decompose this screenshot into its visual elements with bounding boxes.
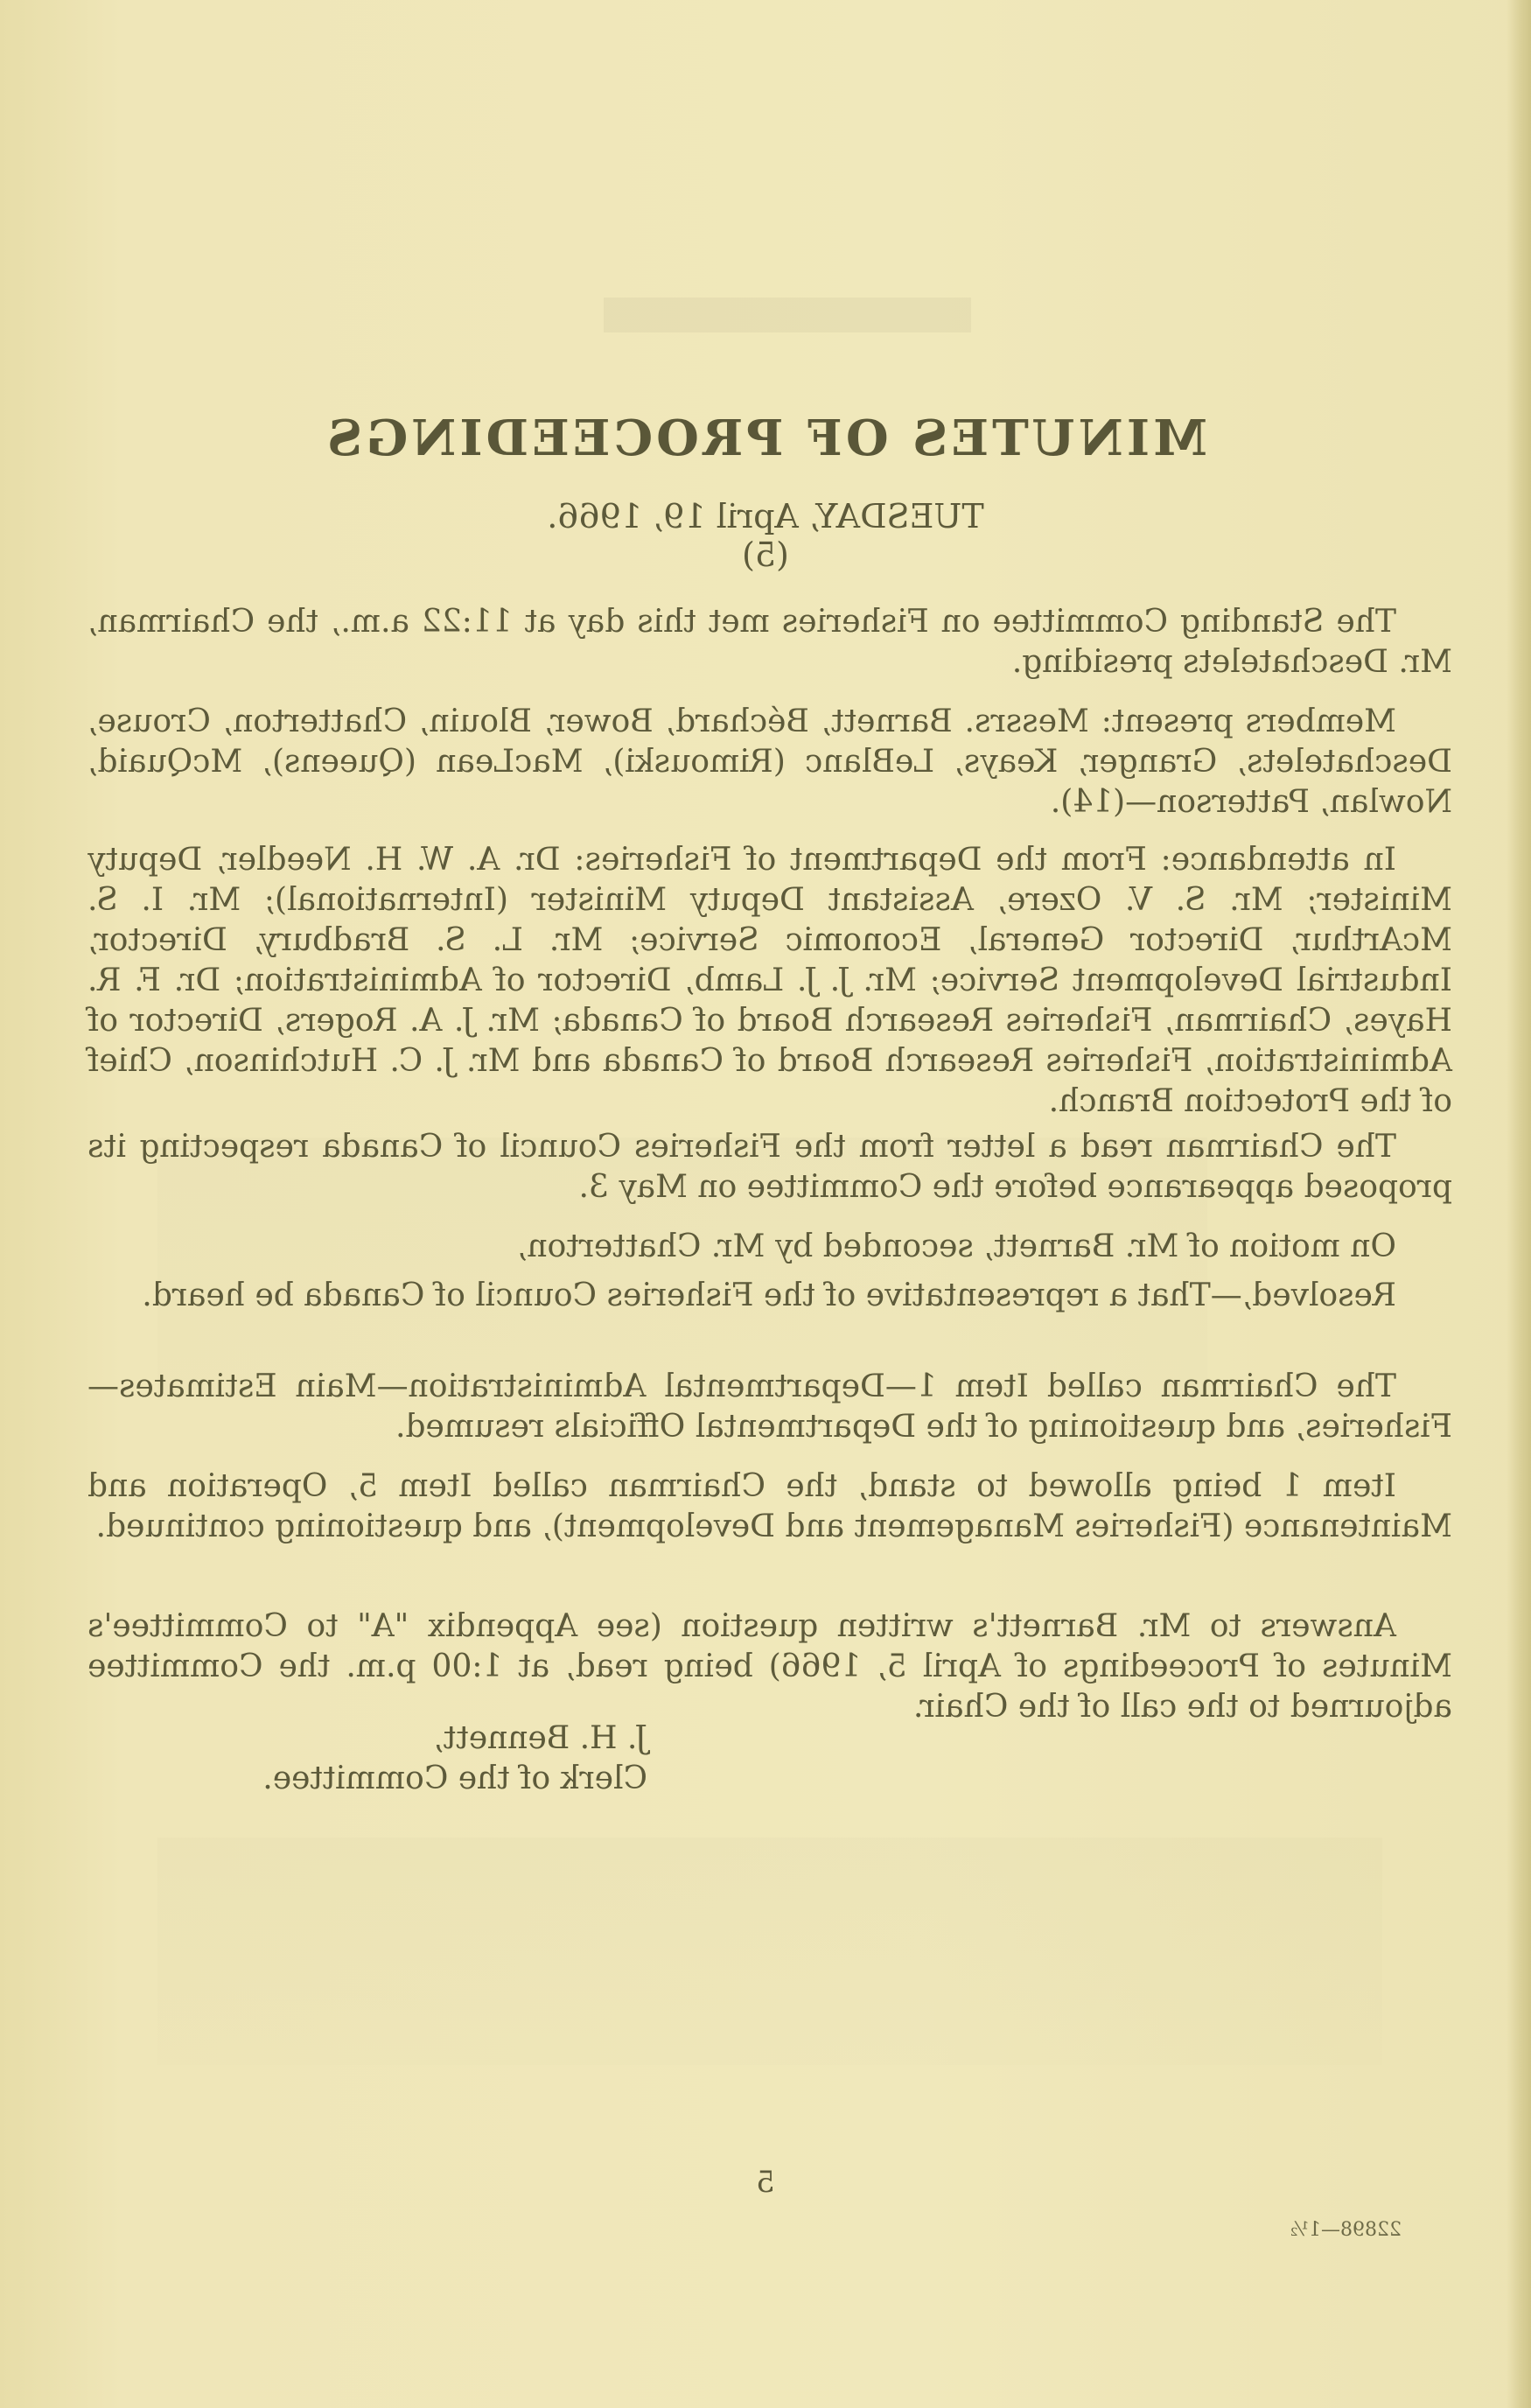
paragraph-adjourn xyxy=(87,1606,1452,1727)
paragraph-text: The Chairman read a letter from the Fisheries Council of Canada respecting its proposed appearance before the Committee on May 3. xyxy=(87,1129,1452,1205)
paragraph-motion xyxy=(87,1227,1452,1267)
paragraph-letter xyxy=(87,1127,1452,1208)
paragraph-text: On motion of Mr. Barnett, seconded by Mr. Chatterton, xyxy=(517,1228,1396,1264)
paragraph-resolved xyxy=(87,1276,1452,1316)
paragraph-members xyxy=(87,702,1452,822)
paragraph-text: The Standing Committee on Fisheries met this day at 11:22 a.m., the Chairman, Mr. Deschatelets presiding. xyxy=(87,604,1452,680)
paragraph-attendance xyxy=(87,840,1452,1122)
paragraph-item-1 xyxy=(87,1367,1452,1447)
page-title: MINUTES OF PROCEEDINGS xyxy=(323,410,1208,467)
paragraph-text: Resolved,—That a representative of the Fisheries Council of Canada be heard. xyxy=(142,1278,1396,1313)
signature-title: Clerk of the Committee. xyxy=(262,1760,647,1796)
paragraph-text: Members present: Messrs. Barnett, Béchard, Bower, Blouin, Chatterton, Crouse, Deschatelets, Granger, Keays, LeBlanc (Rimouski), MacLean (Queens), McQuaid, Nowlan, Patterson—(14). xyxy=(87,704,1452,820)
page-number: 5 xyxy=(756,2165,775,2200)
paragraph-text: Answers to Mr. Barnett's written question (see Appendix "A" to Committee's Minutes of Proceedings of April 5, 1966) being read, at 1:00 p.m. the Committee adjourned to the call of the Chair. xyxy=(87,1608,1452,1725)
paragraph-text: In attendance: From the Department of Fisheries: Dr. A. W. H. Needler, Deputy Minister; Mr. S. V. Ozere, Assistant Deputy Minister (International); Mr. I. S. McArthur, Director General, Economic Service; Mr. L. S. Bradbury, Director, Industrial Development Service; Mr. J. J. Lamb, Director of Administration; Dr. F. R. Hayes, Chairman, Fisheries Research Board of Canada; Mr. J. A. Rogers, Director of Administration, Fisheries Research Board of Canada and Mr. J. C. Hutchinson, Chief of the Protection Branch. xyxy=(87,842,1452,1119)
meeting-number: (5) xyxy=(742,536,789,574)
signature-name: J. H. Bennett, xyxy=(433,1720,647,1756)
paragraph-text: The Chairman called Item 1—Departmental Administration—Main Estimates—Fisheries, and questioning of the Departmental Officials resumed. xyxy=(87,1368,1452,1445)
meeting-date: TUESDAY, April 19, 1966. xyxy=(547,497,984,536)
paragraph-item-5 xyxy=(87,1466,1452,1547)
paragraph-opening xyxy=(87,602,1452,682)
print-code: 22898—1½ xyxy=(1290,2219,1402,2241)
paragraph-text: Item 1 being allowed to stand, the Chairman called Item 5, Operation and Maintenance (Fisheries Management and Development), and questioning continued. xyxy=(87,1468,1452,1544)
